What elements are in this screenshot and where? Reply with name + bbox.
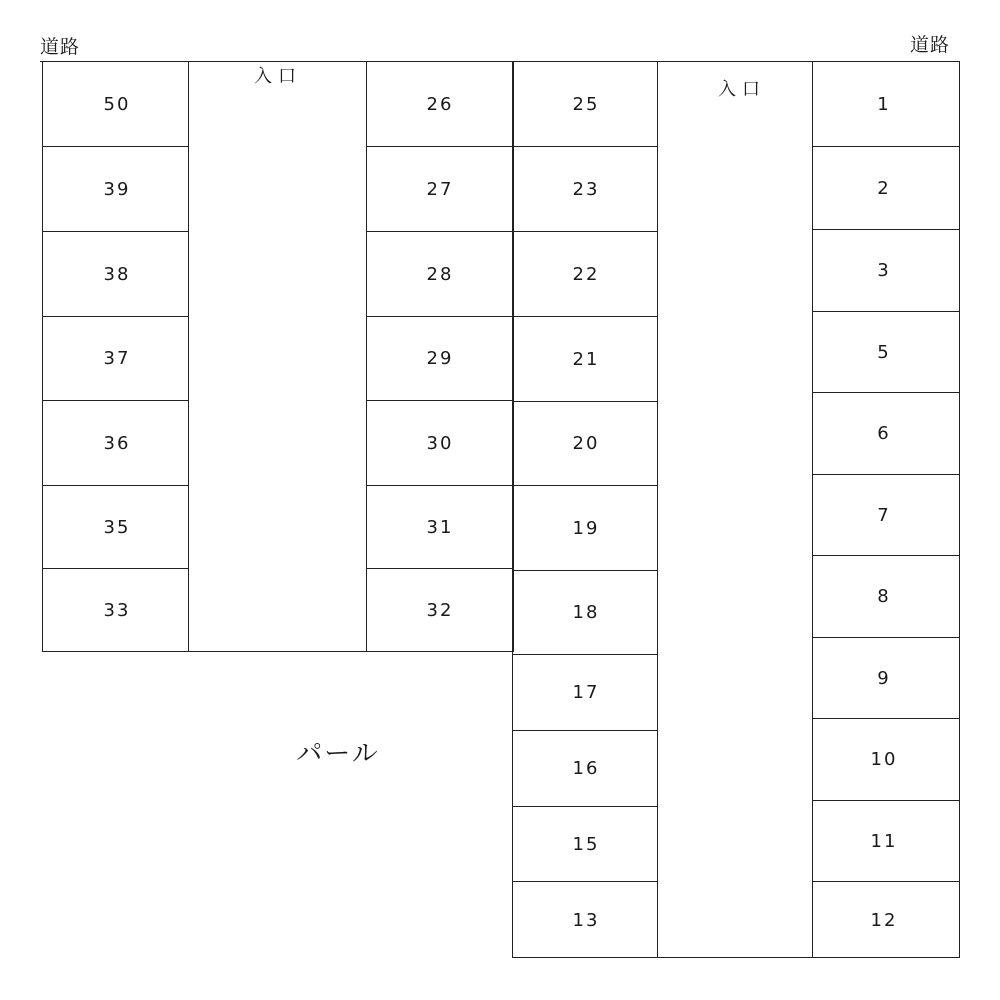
stall-number: 11	[870, 830, 898, 852]
stall-divider	[42, 485, 188, 486]
stall-divider	[813, 474, 960, 475]
stall-divider	[512, 231, 657, 232]
stall-divider	[367, 146, 514, 147]
stall-divider	[367, 316, 514, 317]
stall-number: 33	[103, 600, 131, 621]
stall-number: 32	[426, 600, 454, 621]
stall-number: 10	[870, 749, 898, 770]
stall-number: 3	[877, 260, 891, 281]
stall-divider	[813, 311, 960, 312]
stall-divider	[42, 316, 188, 317]
stall-divider	[512, 146, 657, 147]
stall-divider	[813, 718, 960, 719]
stall-number: 39	[103, 178, 131, 200]
stall-divider	[367, 400, 514, 401]
stall-divider	[512, 401, 657, 402]
stall-divider	[813, 881, 960, 882]
stall-divider	[367, 231, 514, 232]
stall-number: 17	[572, 682, 600, 703]
stall-number: 18	[572, 602, 600, 623]
stall-divider	[42, 231, 188, 232]
stall-number: 12	[870, 909, 898, 931]
road-label-left: 道路	[40, 36, 81, 58]
stall-number: 36	[103, 432, 131, 454]
stall-divider	[42, 146, 188, 147]
stall-divider	[42, 400, 188, 401]
stall-divider	[512, 881, 657, 882]
stall-number: 22	[572, 263, 600, 285]
stall-divider	[367, 485, 514, 486]
stall-number: 13	[572, 909, 600, 931]
entrance-label-left: 入口	[254, 66, 302, 87]
stall-number: 25	[572, 93, 600, 115]
building-name: パール	[296, 739, 380, 769]
stall-number: 20	[572, 433, 600, 454]
stall-divider	[813, 800, 960, 801]
stall-number: 26	[426, 93, 454, 115]
stall-divider	[42, 568, 188, 569]
aisle-left	[188, 61, 367, 652]
stall-divider	[813, 146, 960, 147]
road-label-right: 道路	[910, 34, 951, 56]
stall-divider	[813, 229, 960, 230]
stall-number: 29	[426, 348, 454, 369]
stall-number: 7	[877, 504, 891, 526]
stall-number: 5	[877, 341, 891, 363]
stall-divider	[512, 730, 657, 731]
stall-number: 27	[426, 178, 454, 200]
stall-number: 23	[572, 178, 600, 200]
stall-divider	[813, 637, 960, 638]
stall-number: 1	[877, 93, 891, 115]
stall-divider	[512, 654, 657, 655]
stall-number: 38	[103, 263, 131, 285]
stall-number: 30	[426, 432, 454, 454]
stall-number: 31	[426, 516, 454, 538]
stall-number: 8	[877, 586, 891, 607]
stall-divider	[512, 806, 657, 807]
stall-number: 28	[426, 263, 454, 285]
stall-number: 9	[877, 667, 891, 689]
stall-number: 6	[877, 423, 891, 444]
stall-number: 35	[103, 516, 131, 538]
stall-number: 50	[103, 93, 131, 115]
stall-number: 37	[103, 348, 131, 369]
stall-divider	[813, 555, 960, 556]
stall-divider	[512, 570, 657, 571]
stall-divider	[367, 568, 514, 569]
stall-number: 21	[572, 348, 600, 370]
stall-divider	[512, 316, 657, 317]
aisle-right	[657, 61, 813, 958]
stall-number: 16	[572, 758, 600, 779]
stall-number: 19	[572, 517, 600, 539]
stall-divider	[512, 485, 657, 486]
stall-number: 15	[572, 833, 600, 855]
stall-number: 2	[877, 177, 891, 199]
stall-divider	[813, 392, 960, 393]
entrance-label-right: 入口	[718, 79, 766, 100]
